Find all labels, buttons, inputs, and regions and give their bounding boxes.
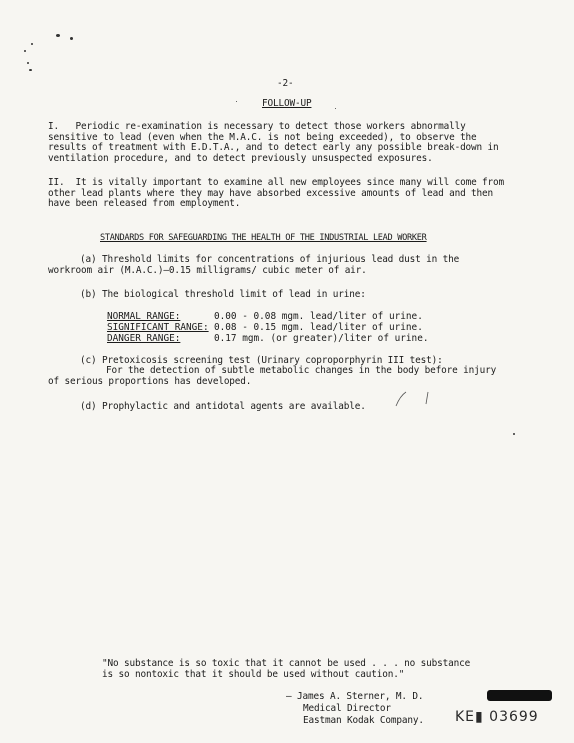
paragraph-1-label: I. <box>48 121 59 132</box>
item-c-label: (c) <box>80 355 97 366</box>
redaction-bar <box>487 690 552 701</box>
item-b-label: (b) <box>80 289 97 300</box>
followup-paragraph-1 <box>48 122 506 164</box>
range-value: 0.08 - 0.15 mgm. lead/liter of urine. <box>214 322 423 333</box>
item-c-detail: For the detection of subtle metabolic changes in the body before injury of serious proportions has developed. <box>48 365 497 387</box>
section-title-standards: STANDARDS FOR SAFEGUARDING THE HEALTH OF THE INDUSTRIAL LEAD WORKER <box>100 233 427 243</box>
signature-role: Medical Director <box>303 703 391 714</box>
section-title-followup: FOLLOW-UP <box>262 98 312 109</box>
item-d-text: Prophylactic and antidotal agents are available. <box>101 401 366 412</box>
item-b-text: The biological threshold limit of lead in urine: <box>101 289 366 300</box>
range-label: NORMAL RANGE: <box>107 311 181 322</box>
followup-paragraph-2 <box>48 178 506 210</box>
paragraph-2-label: II. <box>48 177 65 188</box>
document-stamp-code: KE▮ 03699 <box>455 709 539 725</box>
item-d-label: (d) <box>80 401 97 412</box>
page-number: -2- <box>277 78 294 89</box>
quote-line-1: "No substance is so toxic that it cannot be used . . . no substance <box>102 658 471 669</box>
item-c-text: Pretoxicosis screening test (Urinary coproporphyrin III test): <box>101 355 443 366</box>
item-a-label: (a) <box>80 254 97 265</box>
standard-item-b <box>80 289 366 300</box>
range-value: 0.17 mgm. (or greater)/liter of urine. <box>214 333 429 344</box>
signature-name: — James A. Sterner, M. D. <box>286 691 424 702</box>
range-label: DANGER RANGE: <box>107 333 181 344</box>
quote-line-2: is so nontoxic that it should be used without caution." <box>102 669 405 680</box>
paragraph-1-text: Periodic re-examination is necessary to detect those workers abnormally sensitive to lead (even when the M.A.C. is not being exceeded), to observe the results of treatment with E.D.T.A., and to detect early any possible break-down in ventilation procedure, and to detect previously unsuspected exposures. <box>48 121 499 164</box>
signature-company: Eastman Kodak Company. <box>303 715 424 726</box>
range-value: 0.00 - 0.08 mgm. lead/liter of urine. <box>214 311 423 322</box>
pen-mark <box>392 386 442 416</box>
range-row-normal <box>107 311 423 322</box>
item-a-text: Threshold limits for concentrations of injurious lead dust in the workroom air (M.A.C.)—0.15 milligrams/ cubic meter of air. <box>48 254 460 276</box>
standard-item-d <box>80 401 366 412</box>
range-label: SIGNIFICANT RANGE: <box>107 322 209 333</box>
range-row-significant <box>107 322 423 333</box>
standard-item-a <box>48 255 506 276</box>
paragraph-2-text: It is vitally important to examine all new employees since many will come from other lead plants where they may have absorbed excessive amounts of lead and then have been released from employment. <box>48 177 505 209</box>
range-row-danger <box>107 333 428 344</box>
